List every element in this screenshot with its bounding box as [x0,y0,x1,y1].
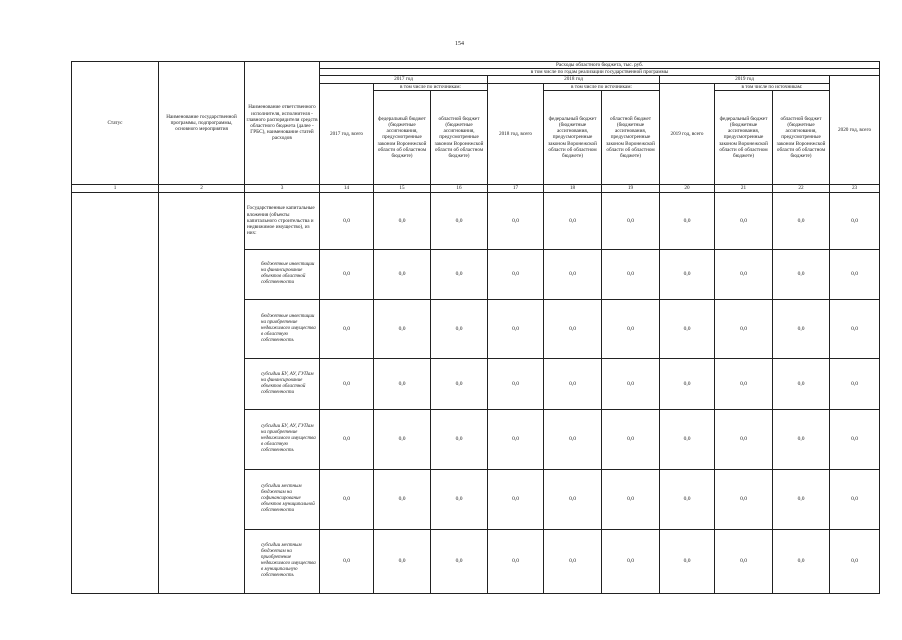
column-number: 19 [602,184,660,192]
row-label: субсидии БУ, АУ, ГУПам на финансирование объектов областной собственности [245,358,320,409]
status-cell [72,192,159,593]
value-cell: 0,0 [544,299,602,358]
value-cell: 0,0 [320,409,374,469]
value-cell: 0,0 [374,529,431,593]
column-number: 3 [245,184,320,192]
header-sources-2019: в том числе по источникам: [715,83,830,90]
value-cell: 0,0 [773,299,830,358]
value-cell: 0,0 [715,299,773,358]
row-label: Государственные капитальные вложения (объекты капитального строительства и недвижимое имущество), из них: [245,192,320,249]
value-cell: 0,0 [830,249,880,299]
column-number: 1 [72,184,159,192]
value-cell: 0,0 [488,529,544,593]
value-cell: 0,0 [488,358,544,409]
value-cell: 0,0 [488,469,544,529]
header-status: Статус [72,62,159,185]
value-cell: 0,0 [431,299,488,358]
value-cell: 0,0 [602,409,660,469]
value-cell: 0,0 [773,409,830,469]
value-cell: 0,0 [660,358,715,409]
value-cell: 0,0 [320,192,374,249]
value-cell: 0,0 [374,249,431,299]
row-label: бюджетные инвестиции на приобретение недвижимого имущества в областную собственность [245,299,320,358]
value-cell: 0,0 [660,249,715,299]
value-cell: 0,0 [660,409,715,469]
value-cell: 0,0 [773,249,830,299]
value-cell: 0,0 [602,249,660,299]
row-label: субсидии БУ, АУ, ГУПам на приобретение недвижимого имущества в областную собственность [245,409,320,469]
table-row [72,192,880,249]
value-cell: 0,0 [660,192,715,249]
value-cell: 0,0 [602,469,660,529]
value-cell: 0,0 [320,358,374,409]
value-cell: 0,0 [830,529,880,593]
value-cell: 0,0 [488,299,544,358]
value-cell: 0,0 [715,529,773,593]
header-federal-2017: федеральный бюджет (бюджетные ассигнования, предусмотренные законом Воронежской области об областном бюджете) [374,90,431,184]
value-cell: 0,0 [602,299,660,358]
row-label: субсидии местным бюджетам на приобретение недвижимого имущества в муниципальную собственность [245,529,320,593]
column-number: 15 [374,184,431,192]
value-cell: 0,0 [544,409,602,469]
value-cell: 0,0 [374,192,431,249]
value-cell: 0,0 [715,192,773,249]
value-cell: 0,0 [830,192,880,249]
value-cell: 0,0 [431,358,488,409]
value-cell: 0,0 [773,469,830,529]
value-cell: 0,0 [320,469,374,529]
value-cell: 0,0 [544,469,602,529]
column-number: 21 [715,184,773,192]
column-number: 14 [320,184,374,192]
value-cell: 0,0 [320,249,374,299]
value-cell: 0,0 [830,299,880,358]
budget-table [71,61,880,594]
header-year-2019: 2019 год [660,76,830,83]
header-year-2017: 2017 год [320,76,488,83]
value-cell: 0,0 [660,299,715,358]
header-total-2020: 2020 год, всего [830,76,880,184]
value-cell: 0,0 [715,249,773,299]
value-cell: 0,0 [602,529,660,593]
value-cell: 0,0 [431,529,488,593]
column-number: 18 [544,184,602,192]
value-cell: 0,0 [602,192,660,249]
header-by-years: в том числе по годам реализации государственной программы [320,69,880,76]
page-number: 154 [455,41,464,47]
value-cell: 0,0 [374,299,431,358]
header-regional-2018: областной бюджет (бюджетные ассигнования, предусмотренные законом Воронежской области об областном бюджете) [602,90,660,184]
value-cell: 0,0 [431,249,488,299]
column-numbers-row [72,184,880,192]
program-name-cell [159,192,245,593]
row-label: бюджетные инвестиции на финансирование объектов областной собственности [245,249,320,299]
value-cell: 0,0 [773,358,830,409]
header-sources-2017: в том числе по источникам: [374,83,488,90]
value-cell: 0,0 [374,469,431,529]
header-program-name: Наименование государственной программы, подпрограммы, основного мероприятия [159,62,245,185]
value-cell: 0,0 [488,249,544,299]
value-cell: 0,0 [544,249,602,299]
header-federal-2019: федеральный бюджет (бюджетные ассигнования, предусмотренные законом Воронежской области об областном бюджете) [715,90,773,184]
value-cell: 0,0 [660,529,715,593]
column-number: 22 [773,184,830,192]
value-cell: 0,0 [602,358,660,409]
row-label: субсидии местным бюджетам на софинансирование объектов муниципальной собственности [245,469,320,529]
value-cell: 0,0 [830,469,880,529]
column-number: 2 [159,184,245,192]
value-cell: 0,0 [773,192,830,249]
header-executor: Наименование ответственного исполнителя, исполнителя - главного распорядителя средств областного бюджета (далее - ГРБС), наименование статей расходов [245,62,320,185]
value-cell: 0,0 [431,469,488,529]
value-cell: 0,0 [320,529,374,593]
header-regional-2017: областной бюджет (бюджетные ассигнования, предусмотренные законом Воронежской области об областном бюджете) [431,90,488,184]
value-cell: 0,0 [544,358,602,409]
header-regional-2019: областной бюджет (бюджетные ассигнования, предусмотренные законом Воронежской области об областном бюджете) [773,90,830,184]
value-cell: 0,0 [715,409,773,469]
value-cell: 0,0 [830,358,880,409]
value-cell: 0,0 [431,409,488,469]
header-sources-2018: в том числе по источникам: [544,83,660,90]
value-cell: 0,0 [374,358,431,409]
value-cell: 0,0 [830,409,880,469]
column-number: 20 [660,184,715,192]
column-number: 16 [431,184,488,192]
value-cell: 0,0 [374,409,431,469]
value-cell: 0,0 [320,299,374,358]
header-total-2019: 2019 год, всего [660,83,715,184]
value-cell: 0,0 [715,358,773,409]
column-number: 23 [830,184,880,192]
value-cell: 0,0 [544,529,602,593]
column-number: 17 [488,184,544,192]
header-expenses: Расходы областного бюджета, тыс. руб. [320,62,880,69]
value-cell: 0,0 [431,192,488,249]
header-total-2017: 2017 год, всего [320,83,374,184]
value-cell: 0,0 [773,529,830,593]
header-federal-2018: федеральный бюджет (бюджетные ассигнования, предусмотренные законом Воронежской области об областном бюджете) [544,90,602,184]
value-cell: 0,0 [715,469,773,529]
value-cell: 0,0 [544,192,602,249]
header-year-2018: 2018 год [488,76,660,83]
value-cell: 0,0 [488,192,544,249]
header-total-2018: 2018 год, всего [488,83,544,184]
value-cell: 0,0 [660,469,715,529]
value-cell: 0,0 [488,409,544,469]
